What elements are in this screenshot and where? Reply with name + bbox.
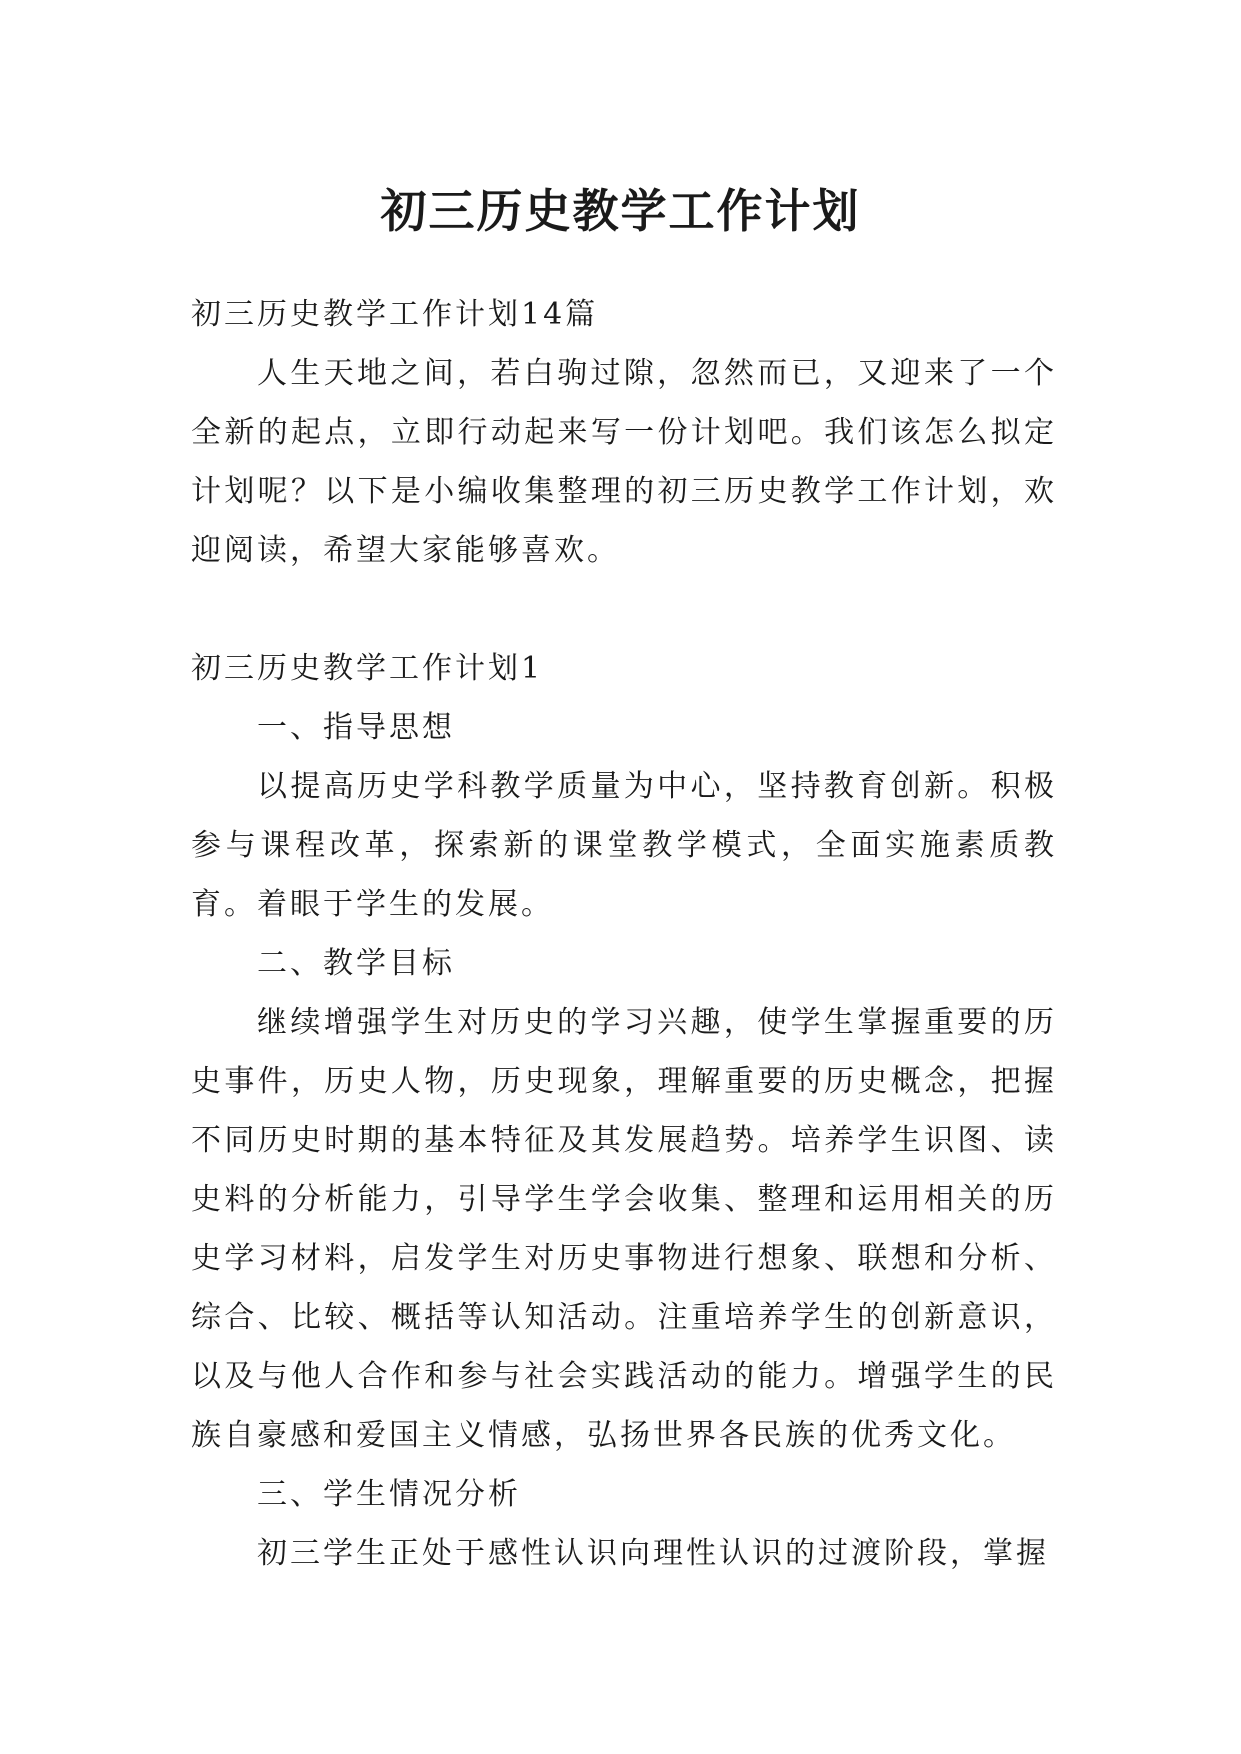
- part3-heading: 三、学生情况分析: [257, 1477, 521, 1512]
- document-body: [191, 285, 1057, 1583]
- section-title: 初三历史教学工作计划1: [191, 651, 544, 686]
- part2-heading: 二、教学目标: [257, 946, 455, 981]
- document-subtitle: 初三历史教学工作计划14篇: [191, 297, 599, 332]
- part3-paragraph: 初三学生正处于感性认识向理性认识的过渡阶段，掌握: [257, 1536, 1049, 1571]
- part1-paragraph: 以提高历史学科教学质量为中心，坚持教育创新。积极参与课程改革，探索新的课堂教学模式，全面实施素质教育。着眼于学生的发展。: [191, 769, 1057, 922]
- part1-heading: 一、指导思想: [257, 710, 455, 745]
- part2-paragraph: 继续增强学生对历史的学习兴趣，使学生掌握重要的历史事件，历史人物，历史现象，理解重要的历史概念，把握不同历史时期的基本特征及其发展趋势。培养学生识图、读史料的分析能力，引导学生学会收集、整理和运用相关的历史学习材料，启发学生对历史事物进行想象、联想和分析、综合、比较、概括等认知活动。注重培养学生的创新意识，以及与他人合作和参与社会实践活动的能力。增强学生的民族自豪感和爱国主义情感，弘扬世界各民族的优秀文化。: [191, 1005, 1057, 1453]
- document-title: 初三历史教学工作计划: [380, 183, 861, 238]
- intro-paragraph: 人生天地之间，若白驹过隙，忽然而已，又迎来了一个全新的起点，立即行动起来写一份计划吧。我们该怎么拟定计划呢？以下是小编收集整理的初三历史教学工作计划，欢迎阅读，希望大家能够喜欢。: [191, 356, 1057, 568]
